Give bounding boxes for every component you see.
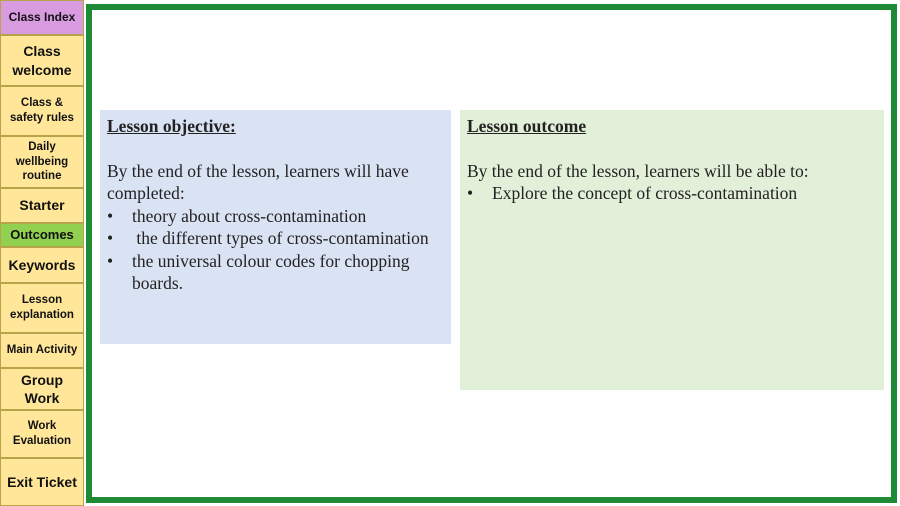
nav-label: Group Work: [21, 371, 63, 406]
lesson-objective-panel: [100, 110, 451, 344]
lesson-outcome-heading: Lesson outcome: [467, 116, 587, 136]
nav-group-work[interactable]: [0, 368, 84, 410]
lesson-outcome-panel: [460, 110, 884, 390]
nav-starter[interactable]: [0, 188, 84, 223]
nav-label: Outcomes: [10, 226, 74, 242]
nav-label: Daily wellbeing routine: [15, 140, 69, 183]
nav-class-welcome[interactable]: [0, 35, 84, 86]
nav-label: Keywords: [8, 256, 76, 273]
nav-label: Starter: [19, 197, 65, 214]
nav-exit-ticket[interactable]: [0, 458, 84, 506]
nav-class-index[interactable]: [0, 0, 84, 35]
nav-label: Exit Ticket: [7, 473, 77, 490]
lesson-objective-list: [107, 205, 445, 295]
nav-keywords[interactable]: [0, 247, 84, 283]
nav-class-safety-rules[interactable]: [0, 86, 84, 136]
list-item: • the universal colour codes for chopping boards.: [107, 250, 445, 295]
nav-label: Work Evaluation: [12, 420, 72, 447]
lesson-objective-intro: By the end of the lesson, learners will have completed:: [107, 160, 409, 203]
list-item: • the different types of cross-contamination: [107, 227, 445, 250]
nav-daily-wellbeing-routine[interactable]: [0, 136, 84, 188]
lesson-outcome-intro: By the end of the lesson, learners will be able to:: [467, 160, 809, 181]
nav-label: Class Index: [8, 9, 76, 24]
nav-label: Lesson explanation: [10, 294, 74, 321]
nav-lesson-explanation[interactable]: [0, 283, 84, 333]
nav-main-activity[interactable]: [0, 333, 84, 368]
sidebar-nav: [0, 0, 86, 506]
list-item: • Explore the concept of cross-contamination: [467, 182, 878, 205]
list-item: • theory about cross-contamination: [107, 205, 445, 228]
nav-outcomes[interactable]: [0, 223, 84, 247]
nav-label: Class & safety rules: [10, 97, 74, 124]
nav-label: Class welcome: [12, 43, 72, 78]
nav-work-evaluation[interactable]: [0, 410, 84, 458]
lesson-outcome-list: [467, 182, 878, 205]
lesson-objective-heading: Lesson objective:: [107, 116, 236, 136]
nav-label: Main Activity: [6, 344, 78, 357]
